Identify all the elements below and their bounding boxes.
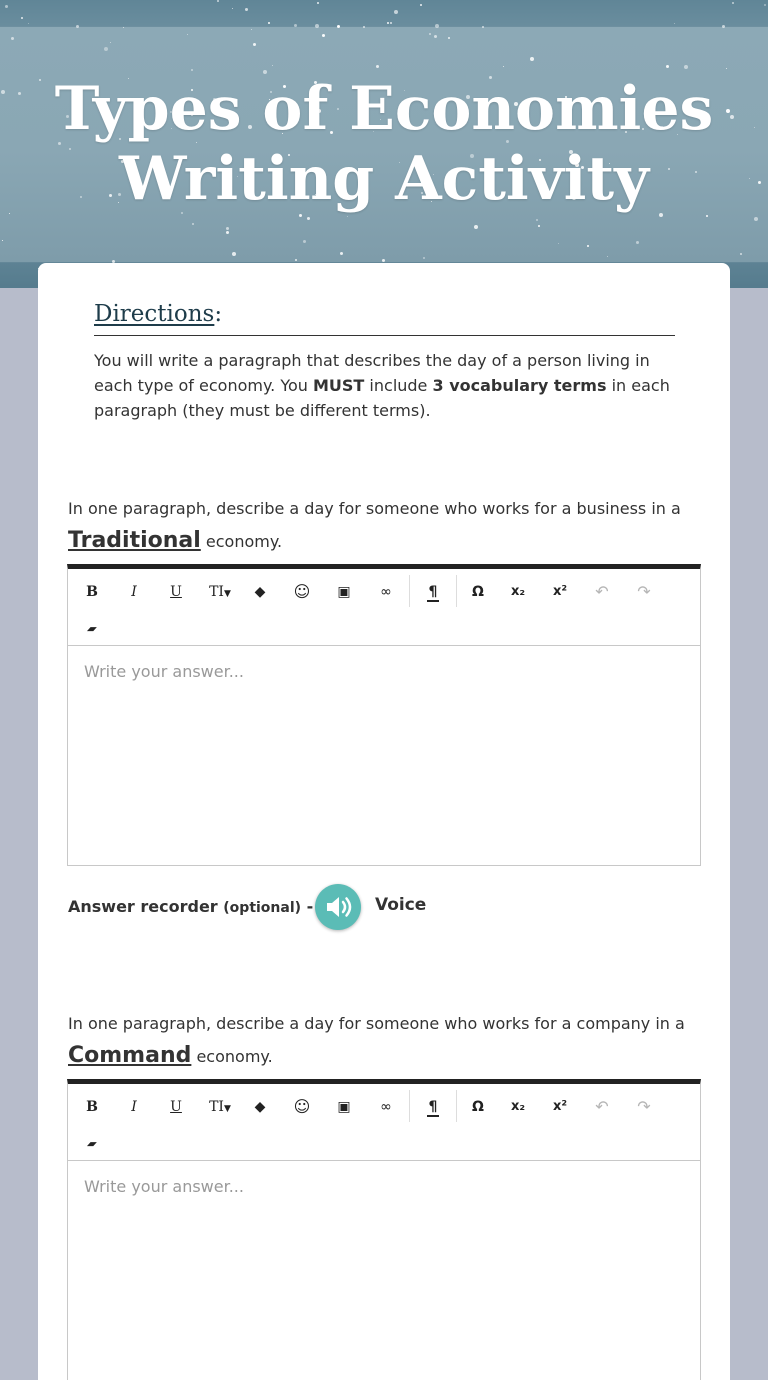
snowflake (376, 65, 379, 68)
snowflake (226, 231, 229, 234)
bold-button[interactable]: B (86, 584, 98, 600)
question-1-editor (67, 564, 701, 866)
snowflake (732, 2, 734, 4)
question-2 (68, 1008, 708, 1073)
snowflake (503, 66, 504, 67)
italic-button[interactable]: I (131, 584, 137, 600)
snowflake (268, 22, 270, 24)
snowflake (21, 17, 23, 19)
toolbar-separator (456, 575, 457, 607)
snowflake (303, 240, 306, 243)
snowflake (192, 223, 194, 225)
snowflake (232, 252, 236, 256)
snowflake (674, 23, 675, 24)
toolbar-separator (456, 1090, 457, 1122)
header-banner (0, 0, 768, 288)
snowflake (423, 257, 425, 259)
snowflake (2, 240, 3, 241)
snowflake (104, 47, 108, 51)
snowflake (754, 217, 758, 221)
snowflake (434, 35, 437, 38)
undo-icon[interactable]: ↶ (595, 1097, 609, 1116)
superscript-button[interactable]: x² (552, 584, 568, 599)
snowflake (420, 4, 422, 6)
special-char-icon[interactable]: Ω (472, 1099, 484, 1115)
snowflake (722, 25, 725, 28)
snowflake (390, 22, 392, 24)
italic-button[interactable]: I (131, 1099, 137, 1115)
snowflake (706, 215, 708, 217)
snowflake (726, 68, 727, 69)
snowflake (363, 26, 365, 28)
snowflake (1, 90, 5, 94)
text-size-dropdown[interactable]: TI▼ (209, 1099, 231, 1115)
snowflake (429, 33, 431, 35)
directions-heading: Directions: (94, 301, 675, 336)
question-1-term: Traditional (68, 528, 201, 553)
subscript-button[interactable]: x₂ (510, 584, 526, 599)
redo-icon[interactable]: ↷ (637, 1097, 651, 1116)
superscript-button[interactable]: x² (552, 1099, 568, 1114)
link-icon[interactable]: ∞ (380, 1099, 392, 1115)
snowflake (764, 4, 766, 6)
editor-toolbar (68, 569, 700, 646)
color-icon[interactable]: ◆ (254, 1099, 266, 1115)
snowflake (110, 42, 111, 43)
snowflake (666, 65, 669, 68)
snowflake (538, 225, 540, 227)
snowflake (607, 256, 608, 257)
question-1-prompt: In one paragraph, describe a day for someone who works for a business in a Traditional economy. (68, 499, 681, 553)
question-2-answer-input[interactable]: Write your answer... (84, 1177, 244, 1196)
snowflake (272, 65, 273, 66)
image-icon[interactable]: ▣ (337, 1099, 351, 1115)
answer-recorder-label: Answer recorder (optional) - (68, 897, 314, 916)
directions-text: You will write a paragraph that describes the day of a person living in each type of economy. You MUST include 3 vocabulary terms in each paragraph (they must be different terms). (94, 351, 670, 420)
directions-section (94, 301, 675, 423)
snowflake (11, 37, 14, 40)
question-1 (68, 493, 708, 558)
underline-button[interactable]: U (170, 584, 182, 600)
page-title: Types of Economies Writing Activity (54, 74, 714, 214)
paragraph-direction-icon[interactable]: ¶ (428, 584, 438, 600)
question-2-editor (67, 1079, 701, 1380)
snowflake (740, 253, 742, 255)
snowflake (558, 243, 559, 244)
clear-format-eraser-icon[interactable]: ▰ (85, 1137, 99, 1150)
snowflake (394, 10, 398, 14)
snowflake (187, 34, 188, 35)
toolbar-separator (409, 1090, 410, 1122)
paragraph-direction-icon[interactable]: ¶ (428, 1099, 438, 1115)
snowflake (474, 225, 478, 229)
color-icon[interactable]: ◆ (254, 584, 266, 600)
voice-label[interactable]: Voice (375, 895, 427, 915)
question-2-prompt: In one paragraph, describe a day for someone who works for a company in a Command economy. (68, 1014, 685, 1068)
snowflake (435, 24, 439, 28)
snowflake (232, 8, 233, 9)
snowflake (337, 25, 340, 28)
redo-icon[interactable]: ↷ (637, 582, 651, 601)
vocab-emphasis: 3 vocabulary terms (432, 376, 607, 395)
snowflake (347, 216, 348, 217)
snowflake (684, 65, 688, 69)
snowflake (530, 57, 534, 61)
snowflake (76, 25, 79, 28)
snowflake (758, 181, 761, 184)
question-1-answer-input[interactable]: Write your answer... (84, 662, 244, 681)
snowflake (340, 252, 343, 255)
snowflake (123, 27, 124, 28)
underline-button[interactable]: U (170, 1099, 182, 1115)
emoji-icon[interactable]: ☺ (293, 1097, 311, 1116)
snowflake (536, 219, 538, 221)
snowflake (217, 0, 219, 2)
snowflake (299, 214, 302, 217)
snowflake (636, 241, 639, 244)
snowflake (251, 29, 252, 30)
snowflake (5, 5, 8, 8)
speaker-icon (315, 884, 361, 930)
snowflake (28, 23, 29, 24)
bold-button[interactable]: B (86, 1099, 98, 1115)
clear-format-eraser-icon[interactable]: ▰ (85, 622, 99, 635)
emoji-icon[interactable]: ☺ (293, 582, 311, 601)
special-char-icon[interactable]: Ω (472, 584, 484, 600)
snowflake (315, 24, 319, 28)
snowflake (294, 24, 297, 27)
snowflake (387, 22, 389, 24)
snowflake (226, 227, 229, 230)
worksheet-card (38, 263, 730, 1380)
subscript-button[interactable]: x₂ (510, 1099, 526, 1114)
editor-toolbar (68, 1084, 700, 1161)
must-emphasis: MUST (312, 376, 365, 395)
undo-icon[interactable]: ↶ (595, 582, 609, 601)
header-band-top (0, 0, 768, 27)
image-icon[interactable]: ▣ (337, 584, 351, 600)
toolbar-separator (409, 575, 410, 607)
snowflake (191, 69, 193, 71)
snowflake (245, 8, 248, 11)
question-2-term: Command (68, 1043, 192, 1068)
voice-record-button[interactable] (315, 884, 361, 930)
snowflake (322, 34, 325, 37)
snowflake (482, 26, 484, 28)
snowflake (307, 217, 310, 220)
snowflake (382, 259, 385, 262)
snowflake (587, 245, 589, 247)
snowflake (253, 43, 256, 46)
snowflake (317, 2, 319, 4)
snowflake (448, 37, 450, 39)
link-icon[interactable]: ∞ (380, 584, 392, 600)
snowflake (295, 259, 297, 261)
text-size-dropdown[interactable]: TI▼ (209, 584, 231, 600)
